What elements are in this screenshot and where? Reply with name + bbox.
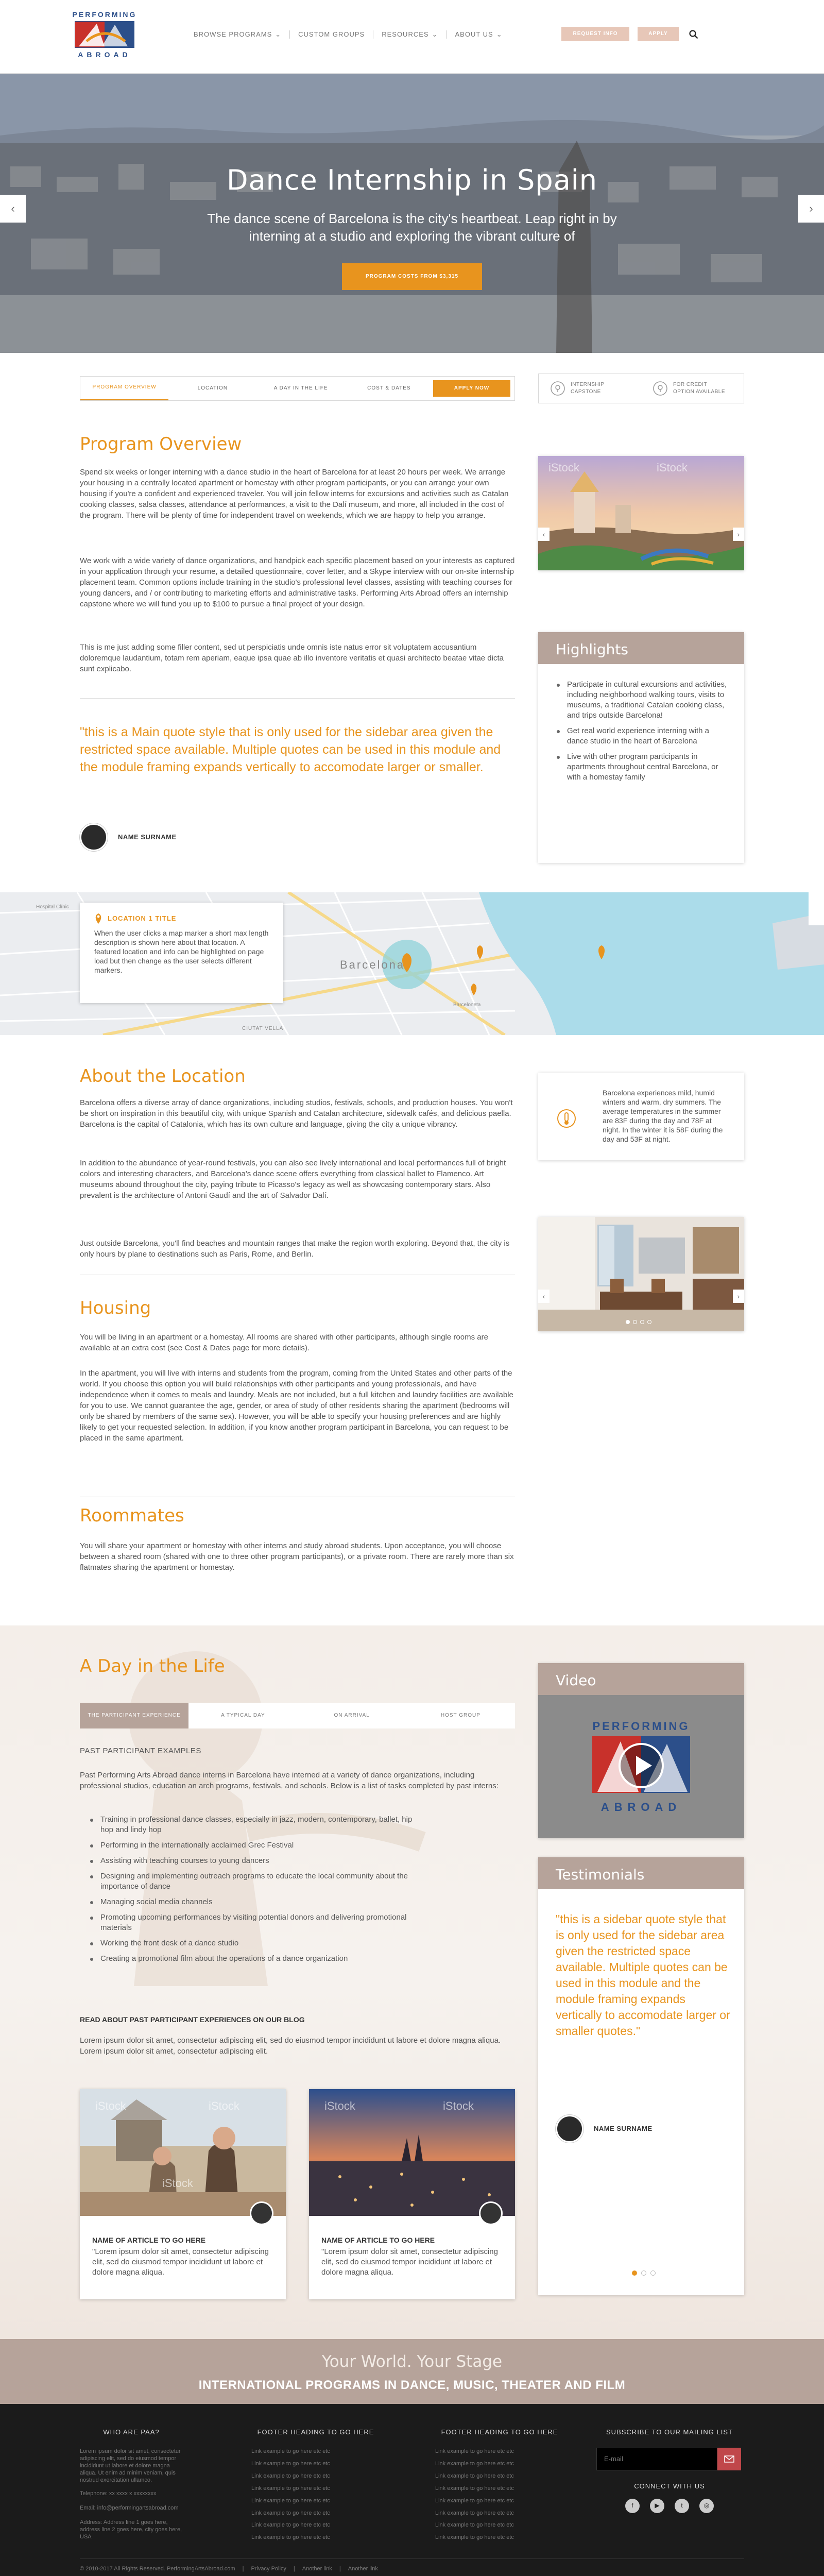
request-info-button[interactable]: REQUEST INFO [561,27,629,41]
chevron-left-icon: ‹ [542,530,545,538]
footer-heading: FOOTER HEADING TO GO HERE [441,2428,558,2436]
social-links [595,2499,744,2513]
footer-link[interactable]: Link example to go here etc etc [435,2460,514,2467]
author-name: NAME SURNAME [118,833,177,841]
highlights-card [538,632,744,863]
main-nav [185,30,511,39]
footer-legal-link[interactable]: Another link [348,2566,378,2572]
map-card-title: LOCATION 1 TITLE [108,914,177,922]
footer-link[interactable]: Link example to go here etc etc [251,2510,330,2516]
hero-prev-arrow[interactable] [0,195,26,223]
subscribe-button[interactable] [717,2448,741,2470]
mailing-form [596,2448,744,2470]
footer-col-mailing [595,2428,744,2513]
footer-address: Address: Address line 1 goes here, address line 2 goes here, city goes here, USA [80,2519,182,2540]
nav-label: ABOUT US [455,30,493,38]
quote-author [80,823,177,851]
day-tabs [80,1703,515,1728]
park-guell-photo [538,456,744,570]
hero-title: Dance Internship in Spain [226,164,598,196]
nav-browse-programs[interactable] [185,30,290,39]
thermometer-icon [557,1109,576,1128]
housing-title: Housing [80,1298,151,1318]
tasks-list [90,1815,425,1969]
chevron-left-icon: ‹ [542,1292,545,1300]
avatar [479,2201,503,2225]
list-item: Performing in the internationally acclaimed Grec Festival [90,1840,425,1851]
chevron-down-icon: ⌄ [275,30,282,38]
map-info-card [80,903,283,1003]
slider-prev-arrow[interactable] [538,1290,550,1303]
article-excerpt: "Lorem ipsum dolor sit amet, consectetur adipiscing elit, sed do eiusmod tempor incididunt ut labore et dolore magna aliqua. [92,2247,269,2277]
nav-resources[interactable] [373,30,447,39]
play-icon[interactable] [618,1742,664,1789]
chevron-right-icon: › [737,530,740,538]
chevron-left-icon: ‹ [11,202,15,215]
svg-text:iStock: iStock [95,2099,126,2112]
footer-link[interactable]: Link example to go here etc etc [435,2485,514,2492]
footer-heading: SUBSCRIBE TO OUR MAILING LIST [606,2428,733,2436]
article-title: NAME OF ARTICLE TO GO HERE [92,2236,206,2244]
location-title: About the Location [80,1066,246,1087]
tab-day-in-the-life[interactable]: A DAY IN THE LIFE [273,385,328,391]
footer-phone: Telephone: xx xxxx x xxxxxxxx [80,2490,157,2497]
author-name: NAME SURNAME [594,2124,653,2132]
svg-text:iStock: iStock [443,2099,474,2112]
list-item: Working the front desk of a dance studio [90,1938,425,1948]
envelope-icon [724,2455,734,2463]
footer-link[interactable]: Link example to go here etc etc [435,2448,514,2454]
testimonial-author [556,2115,653,2143]
main-quote: "this is a Main quote style that is only used for the sidebar area given the restricted space available. Multiple quotes can be used in this module and the module framing expands vertically to accomodate larger or smaller. [80,725,501,774]
svg-text:ABROAD: ABROAD [600,1801,682,1814]
avatar [80,823,108,851]
site-header [0,0,824,74]
svg-text:iStock: iStock [548,461,579,474]
footer-heading: WHO ARE PAA? [103,2428,160,2436]
testimonial-dots [632,2270,656,2276]
tab-participant-experience[interactable]: THE PARTICIPANT EXPERIENCE [80,1703,188,1728]
footer-legal: © 2010-2017 All Rights Reserved. PerformingArtsAbroad.com | Privacy Policy | Another link | Another link [80,2565,378,2573]
slider-dot[interactable] [647,1320,651,1324]
slider-dot[interactable] [626,1320,630,1324]
footer-link[interactable]: Link example to go here etc etc [251,2460,330,2467]
footer-link[interactable]: Link example to go here etc etc [251,2534,330,2541]
logo-top-text: PERFORMING [72,10,137,19]
hero-next-arrow[interactable] [798,195,824,223]
day-intro: Past Performing Arts Abroad dance interns in Barcelona have interned at a variety of dance organizations, including professional studios, education an arch programs, festivals, and schools. Below is a list of tasks completed by past interns: [80,1771,499,1790]
facebook-icon[interactable]: f [625,2499,640,2513]
tab-on-arrival[interactable]: ON ARRIVAL [334,1712,370,1718]
site-footer [0,2404,824,2576]
nav-about-us[interactable] [447,30,510,39]
program-badges [538,374,744,403]
footer-link[interactable]: Link example to go here etc etc [435,2522,514,2529]
svg-text:iStock: iStock [324,2099,355,2112]
footer-link[interactable]: Link example to go here etc etc [251,2485,330,2492]
chevron-down-icon: ⌄ [432,30,438,38]
location-map[interactable] [0,892,824,1035]
program-overview-title: Program Overview [80,434,242,454]
day-in-the-life-title: A Day in the Life [80,1656,225,1676]
highlights-title: Highlights [538,632,744,664]
list-item: Get real world experience interning with a dance studio in the heart of Barcelona [557,726,729,747]
search-icon[interactable] [689,30,698,39]
divider [80,698,515,699]
article-excerpt: "Lorem ipsum dolor sit amet, consectetur adipiscing elit, sed do eiusmod tempor incididunt ut labore et dolore magna aliqua. [321,2247,498,2277]
overview-paragraph: This is me just adding some filler content, sed ut perspiciatis unde omnis iste natus error sit voluptatem accusantium doloremque laudantium, totam rem aperiam, eaque ipsa quae ab illo inventore veritatis et quasi architecto beatae vitae dicta sunt explicabo. [80,643,504,673]
badge-line1: INTERNSHIP [571,381,605,387]
testimonials-card [538,1857,744,2295]
tagline: Your World. Your Stage [321,2352,503,2371]
slider-next-arrow[interactable] [733,1290,744,1303]
list-item: Training in professional dance classes, especially in jazz, modern, contemporary, ballet, hip hop and lindy hop [90,1815,425,1835]
tagline-sub: INTERNATIONAL PROGRAMS IN DANCE, MUSIC, THEATER AND FILM [198,2378,626,2392]
past-participant-subhead: PAST PARTICIPANT EXAMPLES [80,1747,201,1755]
list-item: Assisting with teaching courses to young dancers [90,1856,425,1866]
nav-label: RESOURCES [382,30,429,38]
map-label: Hospital Clínic [36,904,69,910]
footer-col-about [80,2428,183,2540]
article-photo [80,2089,286,2216]
overview-paragraph: Spend six weeks or longer interning with a dance studio in the heart of Barcelona for at least 20 hours per week. We arrange your housing in a centrally located apartment or homestay with other program participants, or you can arrange your own housing if you're a confident and experienced traveler. You will join fellow interns for excursions and activities such as Catalan cooking classes, salsa classes, attendance at performances, a visit to the Dalí museum, and more, all included in the cost of the program. There will be plenty of time for independent travel on weekends, which we are happy to help you arrange. [80,468,509,520]
badge-line2: OPTION AVAILABLE [673,389,725,395]
footer-link[interactable]: Link example to go here etc etc [251,2497,330,2504]
blog-article-card[interactable] [309,2089,515,2299]
hero-banner [0,74,824,353]
logo-bottom-text: ABROAD [78,50,131,59]
map-card-text: When the user clicks a map marker a short max length description is shown here about that location. A featured location and info can be highlighted on page load but then change as the user selects different markers. [94,929,269,974]
footer-link[interactable]: Link example to go here etc etc [435,2497,514,2504]
list-item: Designing and implementing outreach programs to educate the local community about the importance of dance [90,1871,425,1892]
badge-line2: CAPSTONE [571,389,601,395]
slider-dot[interactable] [650,2270,656,2276]
map-pin-icon [94,913,102,924]
housing-paragraph: You will be living in an apartment or a homestay. All rooms are shared with other participants, although single rooms are available at an extra cost (see Cost & Dates page for more details). [80,1333,488,1352]
tab-host-group[interactable]: HOST GROUP [440,1712,480,1718]
footer-link[interactable]: Link example to go here etc etc [435,2472,514,2479]
list-item: Creating a promotional film about the operations of a dance organization [90,1954,425,1964]
footer-link[interactable]: Link example to go here etc etc [251,2448,330,2454]
badge-line1: FOR CREDIT [673,381,708,387]
tab-location[interactable]: LOCATION [197,385,228,391]
map-city-label: Barcelona [340,958,405,971]
instagram-icon[interactable]: ◎ [699,2499,714,2513]
overview-paragraph: We work with a wide variety of dance organizations, and handpick each specific placement based on your interests as captured in your application through your resume, a detailed questionnaire, cover letter, and a Skype interview with our on-site internship placement team. Common options include training in the studio's professional level classes, assisting with teaching courses for young dancers, and / or contributing to marketing efforts and administrative tasks. Performing Arts Abroad offers an internship capstone where we will fund you up to $100 to pursue a final project of your design. [80,556,515,608]
location-paragraph: Just outside Barcelona, you'll find beaches and mountain ranges that make the region worth exploring. Beyond that, the city is only hours by plane to destinations such as Paris, Rome, and Berlin. [80,1239,510,1259]
weather-text: Barcelona experiences mild, humid winters and warm, dry summers. The average temperatures in the summer are 83F during the day and 78F at night. In the winter it is 58F during the day and 53F at night. [603,1089,723,1143]
tagline-banner [0,2339,824,2404]
testimonials-title: Testimonials [538,1857,744,1889]
map-zoom-control[interactable] [809,892,824,925]
badge-internship-capstone [539,381,641,396]
footer-col-links [435,2428,564,2546]
map-label: Barceloneta [453,1002,481,1008]
chevron-down-icon: ⌄ [496,30,503,38]
list-item: Participate in cultural excursions and activities, including neighborhood walking tours, visits to museums, a traditional Catalan cooking class, and trips outside Barcelona! [557,680,729,721]
video-player[interactable] [538,1695,744,1838]
slider-next-arrow[interactable] [733,528,744,541]
avatar [556,2115,583,2143]
pin-circle-icon [653,381,668,396]
program-costs-button[interactable]: PROGRAM COSTS FROM $3,315 [342,263,482,290]
footer-link[interactable]: Link example to go here etc etc [251,2472,330,2479]
chevron-right-icon: › [737,1292,740,1300]
nav-label: BROWSE PROGRAMS [194,30,272,38]
list-item: Managing social media channels [90,1897,425,1907]
blog-intro: Lorem ipsum dolor sit amet, consectetur adipiscing elit, sed do eiusmod tempor incididunt ut labore et dolore magna aliqua. Lorem ipsum dolor sit amet, consectetur adipiscing elit. [80,2036,501,2056]
nav-label: CUSTOM GROUPS [298,30,365,38]
location-paragraph: In addition to the abundance of year-round festivals, you can also see lively international and local performances full of bright colors and interesting characters, and Barcelona's dance scene offers everything from classical ballet to Flamenco. Art museums abound throughout the city, paying tribute to Picasso's legacy as well as showcasing contemporary stars. Also prevalent is the architecture of Antoni Gaudí and the art of Salvador Dalí. [80,1159,506,1200]
article-photo [309,2089,515,2216]
blog-heading: READ ABOUT PAST PARTICIPANT EXPERIENCES ON OUR BLOG [80,2015,305,2024]
testimonial-quote: "this is a sidebar quote style that is only used for the sidebar area given the restricted space available. Multiple quotes can be used in this module and the module framing expands vertically to accomodate larger or smaller quotes." [556,1912,730,2038]
footer-heading: FOOTER HEADING TO GO HERE [257,2428,374,2436]
weather-card [538,1073,744,1160]
avatar [250,2201,273,2225]
slider-dot[interactable] [633,1320,637,1324]
tab-typical-day[interactable]: A TYPICAL DAY [221,1712,265,1718]
tab-program-overview[interactable]: PROGRAM OVERVIEW [80,377,168,400]
highlights-list [538,664,744,783]
map-label: CIUTAT VELLA [242,1026,284,1031]
footer-heading: CONNECT WITH US [634,2482,705,2490]
slider-prev-arrow[interactable] [538,528,550,541]
apply-button[interactable]: APPLY [638,27,679,41]
footer-about-text: Lorem ipsum dolor sit amet, consectetur adipiscing elit, sed do eiusmod tempor incididunt ut labore et dolore magna aliqua. Ut enim ad minim veniam, quis nostrud exercitation ullamco. [80,2448,181,2483]
housing-paragraph: In the apartment, you will live with interns and students from the program, coming from the United States and other parts of the world. If you choose this option you will build relationships with other participants and young professionals, and have independence when it comes to meals and laundry. Meals are not included, but a full kitchen and laundry facilities are available for you to use. We cannot guarantee the age, gender, or area of study of other residents sharing the apartment (bedrooms will only be shared by members of the same sex). However, you will be able to specify your housing preferences and are highly likely to get your requested selection. In addition, if you know another program participant in Barcelona, you can request to be placed in the same apartment. [80,1369,513,1443]
nav-custom-groups[interactable] [290,30,373,39]
footer-link[interactable]: Link example to go here etc etc [435,2510,514,2516]
slider-dot[interactable] [640,1320,644,1324]
slider-dots [626,1320,651,1324]
footer-col-links [251,2428,380,2546]
svg-text:PERFORMING: PERFORMING [592,1720,690,1733]
copyright: © 2010-2017 All Rights Reserved. PerformingArtsAbroad.com [80,2566,235,2572]
divider [80,2558,744,2559]
svg-text:iStock: iStock [657,461,688,474]
program-tabs [80,376,515,401]
pin-circle-icon [550,381,565,396]
roommates-paragraph: You will share your apartment or homestay with other interns and study abroad students. Upon acceptance, you will choose between a shared room (shared with one to three other program participants), or a private room. There are rarely more than six flatmates sharing the apartment or homestay. [80,1541,514,1572]
roommates-title: Roommates [80,1505,184,1526]
hero-subtitle: The dance scene of Barcelona is the city's heartbeat. Leap right in by interning at a studio and exploring the vibrant culture of [207,211,617,244]
footer-email[interactable]: Email: info@performingartsabroad.com [80,2504,179,2511]
twitter-icon[interactable]: t [675,2499,689,2513]
apartment-photo [538,1217,744,1331]
logo-mark-icon [66,21,143,48]
video-title: Video [538,1663,744,1695]
footer-link[interactable]: Link example to go here etc etc [251,2522,330,2529]
article-title: NAME OF ARTICLE TO GO HERE [321,2236,435,2244]
apply-now-button[interactable]: APPLY NOW [433,380,510,397]
blog-article-card[interactable] [80,2089,286,2299]
footer-link[interactable]: Link example to go here etc etc [435,2534,514,2541]
badge-for-credit [641,381,744,396]
footer-legal-link[interactable]: Another link [302,2566,332,2572]
chevron-right-icon: › [809,202,813,215]
email-field[interactable] [596,2448,717,2470]
video-card [538,1663,744,1838]
svg-text:iStock: iStock [209,2099,239,2112]
housing-photo-slider [538,1217,744,1331]
svg-text:iStock: iStock [162,2177,193,2190]
slider-dot[interactable] [632,2270,637,2276]
site-logo[interactable] [66,9,143,61]
slider-dot[interactable] [641,2270,646,2276]
location-paragraph: Barcelona offers a diverse array of dance organizations, including studios, festivals, schools, and production houses. You won't be short on inspiration in this beautiful city, with unique Spanish and Catalan architecture, sidewalk cafés, and delicious paella. Barcelona is the capital of Catalonia, which has its own culture and language, giving the city a unique vibrancy. [80,1098,513,1129]
tab-cost-dates[interactable]: COST & DATES [367,385,411,391]
footer-legal-link[interactable]: Privacy Policy [251,2566,286,2572]
list-item: Promoting upcoming performances by visiting potential donors and delivering promotional materials [90,1912,425,1933]
photo-slider [538,456,744,570]
list-item: Live with other program participants in apartments throughout central Barcelona, or with a homestay family [557,752,729,783]
youtube-icon[interactable]: ▶ [650,2499,664,2513]
